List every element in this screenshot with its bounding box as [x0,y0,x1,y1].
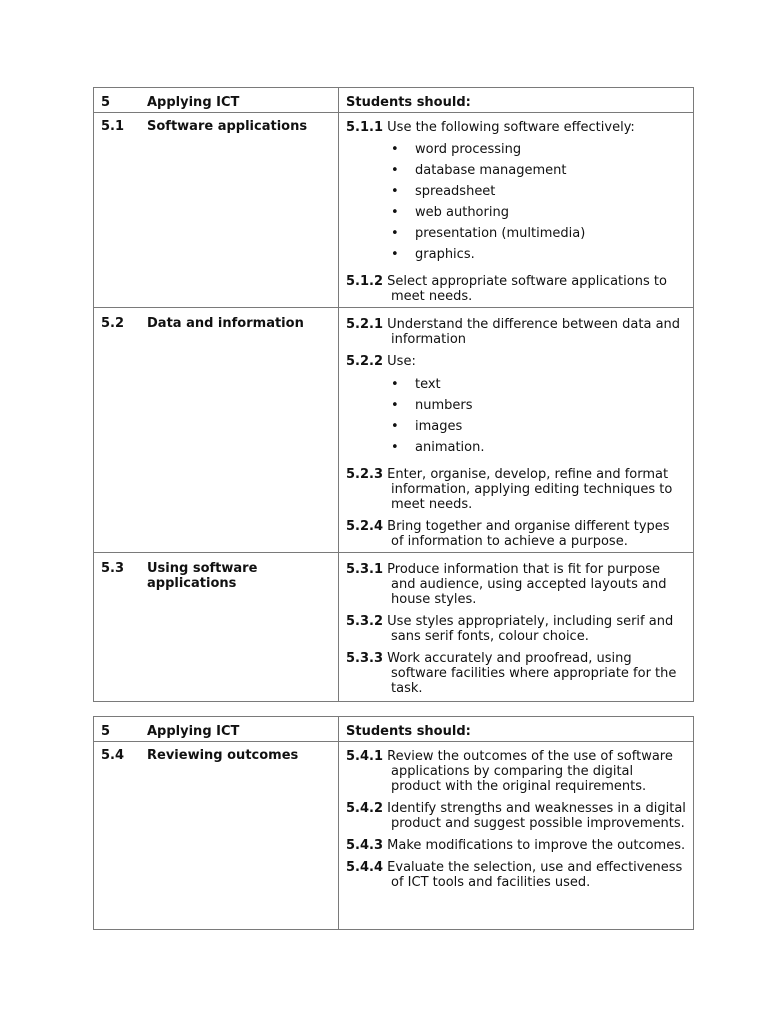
outcome-text: Use the following software effectively: [387,120,635,135]
curriculum-table-1 [93,87,694,702]
row-5-4-topic [94,742,339,929]
outcome-text: Enter, organise, develop, refine and format information, applying editing techniques to meet needs. [387,467,673,512]
section-number: 5 [101,95,111,110]
outcome-text: Understand the difference between data and information [387,317,681,347]
outcome-text: Use: [387,354,416,369]
section-title: Applying ICT [147,724,240,739]
outcome-code: 5.4.4 [346,860,384,875]
outcome-item [346,354,686,369]
outcome-code: 5.3.2 [346,614,384,629]
list-item: • database management [391,163,567,178]
list-item: • presentation (multimedia) [391,226,586,241]
outcome-code: 5.3.3 [346,651,384,666]
outcome-code: 5.1.2 [346,274,384,289]
outcome-item [346,519,686,549]
row-5-1-topic [94,113,339,308]
outcome-text: Review the outcomes of the use of software applications by comparing the digital product with the original requirements. [387,749,673,794]
outcome-code: 5.3.1 [346,562,384,577]
list-item: • text [391,377,441,392]
outcome-item [346,801,686,831]
row-5-3-outcomes [339,553,693,701]
topic-number: 5.2 [101,316,125,331]
outcome-code: 5.4.3 [346,838,384,853]
outcome-text: Select appropriate software applications to meet needs. [387,274,667,304]
outcome-item [346,749,686,794]
row-5-1-outcomes [339,113,693,308]
outcome-item [346,562,686,607]
list-item: • animation. [391,440,485,455]
outcome-text: Produce information that is fit for purpose and audience, using accepted layouts and house styles. [387,562,667,607]
header-left [94,88,339,113]
outcome-item [346,274,686,304]
outcome-item [346,120,686,135]
outcome-code: 5.2.3 [346,467,384,482]
outcome-text: Evaluate the selection, use and effectiveness of ICT tools and facilities used. [387,860,683,890]
topic-number: 5.3 [101,561,125,576]
topic-title: Reviewing outcomes [147,748,299,763]
outcome-item [346,614,686,644]
outcome-text: Work accurately and proofread, using software facilities where appropriate for the task. [387,651,677,696]
list-item: • web authoring [391,205,509,220]
section-title: Applying ICT [147,95,240,110]
outcome-code: 5.2.4 [346,519,384,534]
row-5-2-topic [94,308,339,553]
header-right: Students should: [339,717,693,742]
topic-title: Data and information [147,316,304,331]
outcome-code: 5.1.1 [346,120,384,135]
outcome-code: 5.2.2 [346,354,384,369]
section-number: 5 [101,724,111,739]
topic-title: Software applications [147,119,308,134]
topic-number: 5.4 [101,748,125,763]
row-5-4-outcomes [339,742,693,929]
list-item: • word processing [391,142,522,157]
topic-title: Using software applications [147,561,258,591]
outcome-code: 5.2.1 [346,317,384,332]
outcome-text: Use styles appropriately, including serif and sans serif fonts, colour choice. [387,614,674,644]
list-item: • numbers [391,398,473,413]
row-5-2-outcomes [339,308,693,553]
list-item: • graphics. [391,247,475,262]
outcome-text: Identify strengths and weaknesses in a digital product and suggest possible improvements. [387,801,686,831]
outcome-text: Bring together and organise different types of information to achieve a purpose. [387,519,670,549]
header-right: Students should: [339,88,693,113]
bullet-list [346,377,686,461]
outcome-item [346,838,686,853]
outcome-code: 5.4.2 [346,801,384,816]
row-5-3-topic [94,553,339,701]
list-item: • spreadsheet [391,184,496,199]
list-item: • images [391,419,463,434]
outcome-item [346,317,686,347]
bullet-list [346,142,686,268]
topic-number: 5.1 [101,119,125,134]
header-left [94,717,339,742]
outcome-text: Make modifications to improve the outcomes. [387,838,686,853]
curriculum-table-2 [93,716,694,930]
outcome-item [346,860,686,890]
outcome-item [346,467,686,512]
outcome-code: 5.4.1 [346,749,384,764]
outcome-item [346,651,686,696]
